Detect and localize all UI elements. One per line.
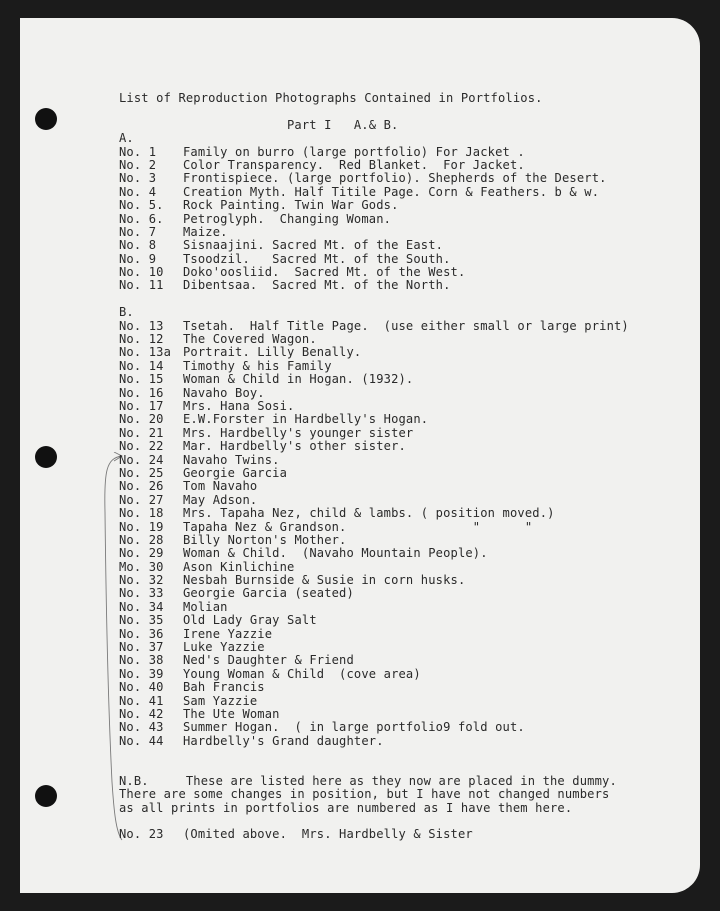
item-number: No. 15 (119, 372, 164, 387)
item-text: Summer Hogan. ( in large portfolio9 fold out. (183, 720, 525, 735)
item-number: No. 17 (119, 398, 164, 413)
item-number: No. 32 (119, 573, 164, 588)
item-number: No. 27 (119, 492, 164, 507)
list-item (119, 507, 679, 520)
item-text: Navaho Boy. (183, 385, 265, 400)
item-number: No. 40 (119, 680, 164, 695)
typed-list (119, 92, 679, 842)
list-item (119, 695, 679, 708)
item-number: No. 34 (119, 599, 164, 614)
list-item (119, 668, 679, 681)
list-item (119, 373, 679, 386)
list-item (119, 708, 679, 721)
item-text: Woman & Child in Hogan. (1932). (183, 372, 414, 387)
item-text: May Adson. (183, 492, 258, 507)
list-item (119, 440, 679, 453)
list-item (119, 226, 679, 239)
list-item (119, 614, 679, 627)
item-number: No. 18 (119, 506, 164, 521)
list-item (119, 735, 679, 748)
list-item (119, 454, 679, 467)
item-text: Timothy & his Family (183, 358, 332, 373)
list-item (119, 320, 679, 333)
note-line-1: N.B. These are listed here as they now are placed in the dummy. (119, 773, 617, 788)
item-text: Billy Norton's Mother. (183, 532, 347, 547)
item-number: No. 44 (119, 733, 164, 748)
item-text: Creation Myth. Half Titile Page. Corn & Feathers. b & w. (183, 184, 600, 199)
list-item (119, 213, 679, 226)
list-item (119, 239, 679, 252)
item-number: No. 13a (119, 345, 172, 360)
item-text: Mrs. Tapaha Nez, child & lambs. ( position moved.) (183, 506, 555, 521)
list-item (119, 721, 679, 734)
list-item (119, 587, 679, 600)
item-number: No. 41 (119, 693, 164, 708)
item-text: Family on burro (large portfolio) For Jacket . (183, 144, 525, 159)
part-heading: Part I A.& B. (287, 117, 399, 132)
list-item (119, 253, 679, 266)
item-text: Nesbah Burnside & Susie in corn husks. (183, 573, 466, 588)
item-text: Mar. Hardbelly's other sister. (183, 439, 406, 454)
item-number: No. 26 (119, 479, 164, 494)
item-number: No. 1 (119, 144, 157, 159)
item-number: No. 2 (119, 157, 157, 172)
item-number: No. 8 (119, 238, 157, 253)
item-number: No. 22 (119, 439, 164, 454)
list-item (119, 574, 679, 587)
item-text: Mrs. Hardbelly's younger sister (183, 425, 414, 440)
list-item (119, 387, 679, 400)
section-b-label: B. (119, 305, 134, 320)
section-a-label: A. (119, 131, 134, 146)
list-item (119, 654, 679, 667)
item-number: No. 13 (119, 318, 164, 333)
section-a-list (119, 146, 679, 293)
item-text: Sam Yazzie (183, 693, 258, 708)
item-number: No. 19 (119, 519, 164, 534)
item-text: Doko'oosliid. Sacred Mt. of the West. (183, 265, 466, 280)
list-item (119, 333, 679, 346)
list-item (119, 641, 679, 654)
item-text: Petroglyph. Changing Woman. (183, 211, 392, 226)
item-text: Ned's Daughter & Friend (183, 653, 354, 668)
item-number: No. 16 (119, 385, 164, 400)
item-text: Luke Yazzie (183, 640, 265, 655)
item-text: Young Woman & Child (cove area) (183, 666, 421, 681)
list-item (119, 494, 679, 507)
item-number: No. 39 (119, 666, 164, 681)
item-text: Tsetah. Half Title Page. (use either small or large print) (183, 318, 629, 333)
item-number: No. 28 (119, 532, 164, 547)
list-item (119, 413, 679, 426)
item-number: No. 14 (119, 358, 164, 373)
item-number: No. 43 (119, 720, 164, 735)
list-item (119, 266, 679, 279)
item-text: Navaho Twins. (183, 452, 280, 467)
binder-hole-top (35, 108, 57, 130)
item-number: No. 29 (119, 546, 164, 561)
item-text: Maize. (183, 224, 228, 239)
item-number: No. 37 (119, 640, 164, 655)
item-number: No. 3 (119, 171, 157, 186)
list-item (119, 547, 679, 560)
item-text: Mrs. Hana Sosi. (183, 398, 295, 413)
note-line-3: as all prints in portfolios are numbered as I have them here. (119, 800, 573, 815)
item-number: No. 12 (119, 332, 164, 347)
item-text: Old Lady Gray Salt (183, 613, 317, 628)
item-number: No. 7 (119, 224, 157, 239)
binder-hole-middle (35, 446, 57, 468)
list-item (119, 400, 679, 413)
item-number: No. 42 (119, 706, 164, 721)
item-number: No. 20 (119, 412, 164, 427)
item-number: No. 36 (119, 626, 164, 641)
item-text: The Covered Wagon. (183, 332, 317, 347)
document-title: List of Reproduction Photographs Contained in Portfolios. (119, 91, 543, 105)
list-item (119, 521, 679, 534)
item-number: No. 33 (119, 586, 164, 601)
list-item (119, 601, 679, 614)
item-text: The Ute Woman (183, 706, 280, 721)
item-text: Woman & Child. (Navaho Mountain People). (183, 546, 488, 561)
item-text: E.W.Forster in Hardbelly's Hogan. (183, 412, 429, 427)
list-item (119, 561, 679, 574)
omitted-text: (Omited above. Mrs. Hardbelly & Sister (183, 827, 473, 842)
item-text: Rock Painting. Twin War Gods. (183, 198, 399, 213)
item-text: Georgie Garcia (seated) (183, 586, 354, 601)
item-text: Molian (183, 599, 228, 614)
list-item (119, 159, 679, 172)
omitted-number: No. 23 (119, 827, 164, 842)
note-line-2: There are some changes in position, but I have not changed numbers (119, 787, 610, 802)
item-number: No. 24 (119, 452, 164, 467)
item-text: Frontispiece. (large portfolio). Shepherds of the Desert. (183, 171, 607, 186)
item-text: Georgie Garcia (183, 465, 288, 480)
item-text: Dibentsaa. Sacred Mt. of the North. (183, 278, 451, 293)
item-text: Irene Yazzie (183, 626, 273, 641)
list-item (119, 427, 679, 440)
item-text: Tom Navaho (183, 479, 258, 494)
list-item (119, 199, 679, 212)
item-text: Hardbelly's Grand daughter. (183, 733, 384, 748)
list-item (119, 172, 679, 185)
list-item (119, 186, 679, 199)
item-number: No. 5. (119, 198, 164, 213)
item-number: No. 9 (119, 251, 157, 266)
item-number: No. 11 (119, 278, 164, 293)
list-item (119, 467, 679, 480)
item-number: No. 4 (119, 184, 157, 199)
item-number: No. 10 (119, 265, 164, 280)
omitted-entry (119, 828, 679, 841)
item-number: No. 6. (119, 211, 164, 226)
item-number: Mo. 30 (119, 559, 164, 574)
list-item (119, 628, 679, 641)
item-text: Tapaha Nez & Grandson. " " (183, 519, 533, 534)
item-number: No. 25 (119, 465, 164, 480)
list-item (119, 279, 679, 292)
list-item (119, 534, 679, 547)
item-text: Color Transparency. Red Blanket. For Jacket. (183, 157, 525, 172)
list-item (119, 346, 679, 359)
item-text: Tsoodzil. Sacred Mt. of the South. (183, 251, 451, 266)
item-number: No. 38 (119, 653, 164, 668)
item-text: Portrait. Lilly Benally. (183, 345, 362, 360)
section-b-list (119, 320, 679, 749)
item-number: No. 21 (119, 425, 164, 440)
list-item (119, 681, 679, 694)
item-text: Bah Francis (183, 680, 265, 695)
item-number: No. 35 (119, 613, 164, 628)
item-text: Sisnaajini. Sacred Mt. of the East. (183, 238, 444, 253)
binder-hole-bottom (35, 785, 57, 807)
list-item (119, 360, 679, 373)
item-text: Ason Kinlichine (183, 559, 295, 574)
list-item (119, 146, 679, 159)
list-item (119, 480, 679, 493)
